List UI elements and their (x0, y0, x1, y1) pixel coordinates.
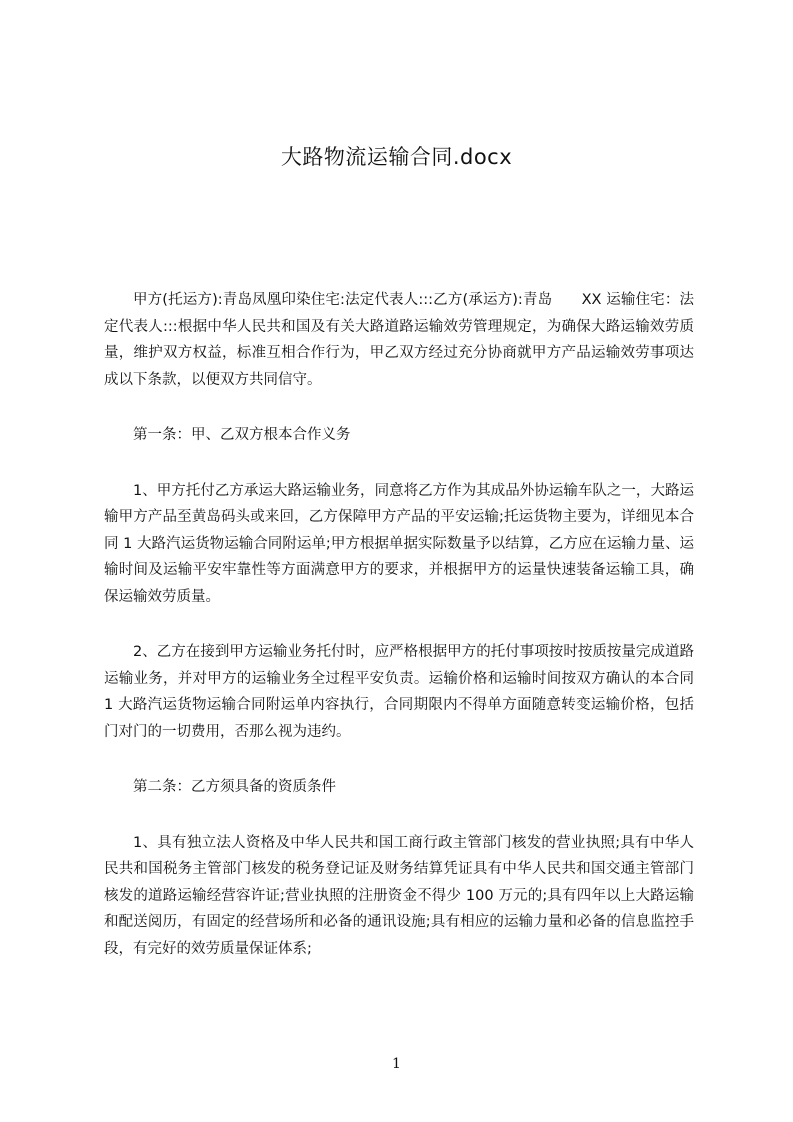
article-2-clause-1: 1、具有独立法人资格及中华人民共和国工商行政主管部门核发的营业执照;具有中华人民共和国税务主管部门核发的税务登记证及财务结算凭证具有中华人民共和国交通主管部门核发的道路运输经营容许证;营业执照的注册资金不得少 100 万元的;具有四年以上大路运输和配送阅历，有固定的经营场所和必备的通讯设施;具有相应的运输力量和必备的信息监控手段，有完好的效劳质量保证体系; (104, 834, 694, 957)
article-2-heading: 第二条：乙方须具备的资质条件 (133, 779, 336, 795)
article-1-clause-1: 1、甲方托付乙方承运大路运输业务，同意将乙方作为其成品外协运输车队之一，大路运输甲方产品至黄岛码头或来回，乙方保障甲方产品的平安运输;托运货物主要为，详细见本合同 1 大路汽运货物运输合同附运单;甲方根据单据实际数量予以结算，乙方应在运输力量、运输时间及运输平安牢靠性等方面满意甲方的要求，并根据甲方的运量快速装备运输工具，确保运输效劳质量。 (104, 482, 694, 605)
article-1-heading: 第一条：甲、乙双方根本合作义务 (133, 427, 351, 443)
document-title: 大路物流运输合同.docx (280, 145, 513, 169)
page-number: 1 (392, 1056, 401, 1072)
document-body (104, 287, 694, 962)
intro-paragraph: 甲方(托运方):青岛凤凰印染住宅:法定代表人:::乙方(承运方):青岛 XX 运输住宅：法定代表人:::根据中华人民共和国及有关大路道路运输效劳管理规定，为确保大路运输效劳质量，维护双方权益，标准互相合作行为，甲乙双方经过充分协商就甲方产品运输效劳事项达成以下条款，以便双方共同信守。 (104, 292, 694, 388)
article-1-clause-2: 2、乙方在接到甲方运输业务托付时，应严格根据甲方的托付事项按时按质按量完成道路运输业务，并对甲方的运输业务全过程平安负责。运输价格和运输时间按双方确认的本合同 1 大路汽运货物运输合同附运单内容执行，合同期限内不得单方面随意转变运输价格，包括门对门的一切费用，否那么视为违约。 (104, 644, 694, 740)
